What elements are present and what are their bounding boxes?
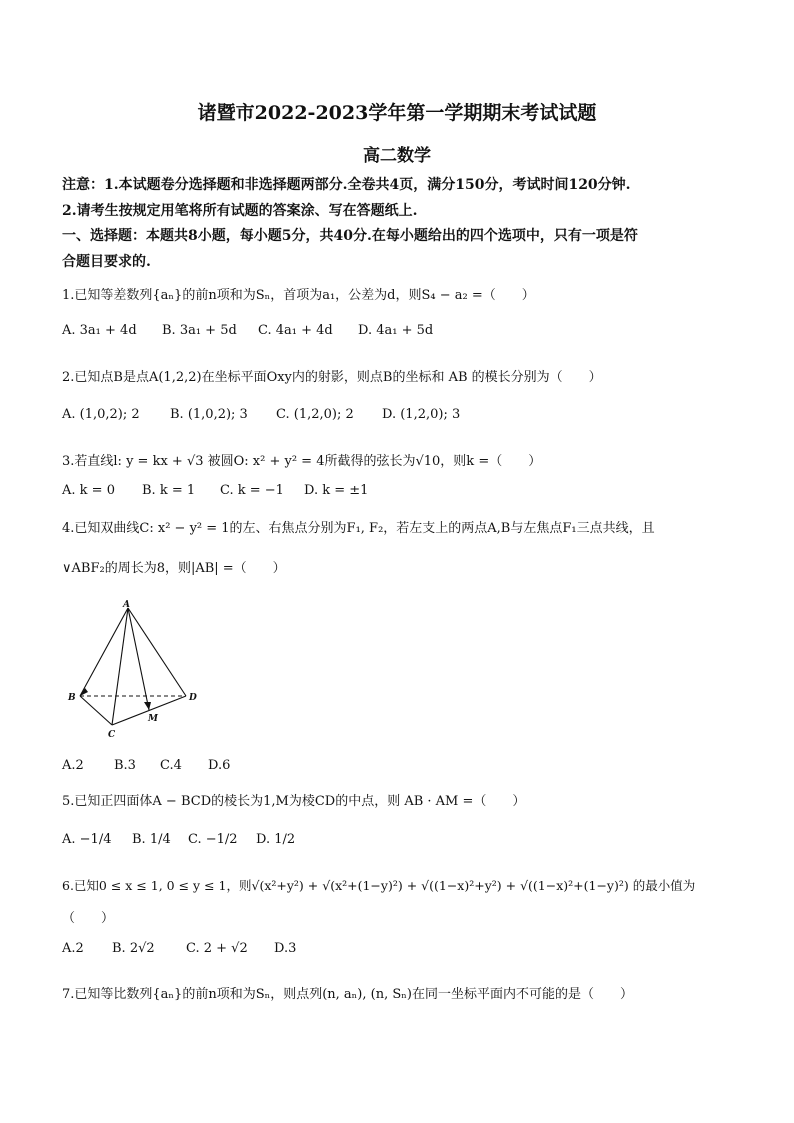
question-4-stem-line-2: ∨ABF₂的周长为8，则|AB| =（ ） <box>62 561 286 576</box>
q1-option-a: A. 3a₁ + 4d <box>62 323 137 338</box>
question-4-stem-line-1: 4.已知双曲线C: x² − y² = 1的左、右焦点分别为F₁, F₂，若左支上的两点A,B与左焦点F₁三点共线，且 <box>62 521 655 536</box>
q2-option-a: A. (1,0,2); 2 <box>62 407 140 422</box>
section-heading-line-1: 一、选择题：本题共8小题，每小题5分，共40分.在每小题给出的四个选项中，只有一项是符 <box>62 228 638 244</box>
tetrahedron-figure <box>62 596 212 746</box>
q6-option-c: C. 2 + √2 <box>186 941 248 956</box>
note-line-2: 2.请考生按规定用笔将所有试题的答案涂、写在答题纸上. <box>62 203 418 219</box>
q5-option-c: C. −1/2 <box>188 832 238 847</box>
note-line-1: 注意：1.本试题卷分选择题和非选择题两部分.全卷共4页，满分150分，考试时间120分钟. <box>62 177 631 193</box>
question-1-stem: 1.已知等差数列{aₙ}的前n项和为Sₙ，首项为a₁，公差为d，则S₄ − a₂ =（ ） <box>62 288 535 303</box>
page-title: 诸暨市2022-2023学年第一学期期末考试试题 <box>197 102 597 124</box>
q4-option-b: B.3 <box>114 758 136 773</box>
label-d: D <box>189 693 197 703</box>
q2-option-b: B. (1,0,2); 3 <box>170 407 248 422</box>
q4-option-d: D.6 <box>208 758 231 773</box>
q4-option-c: C.4 <box>160 758 182 773</box>
edge-ac <box>112 608 128 725</box>
label-a: A <box>123 600 130 610</box>
q3-option-d: D. k = ±1 <box>304 483 369 498</box>
q5-option-a: A. −1/4 <box>62 832 112 847</box>
question-5-stem: 5.已知正四面体A − BCD的棱长为1,M为棱CD的中点，则 AB · AM =（ ） <box>62 794 526 809</box>
question-3-stem: 3.若直线l: y = kx + √3 被圆O: x² + y² = 4所截得的弦长为√10，则k =（ ） <box>62 454 542 469</box>
q4-option-a: A.2 <box>62 758 84 773</box>
question-6-stem-line-2: （ ） <box>62 911 115 926</box>
edge-ab <box>80 608 128 696</box>
arrow-head-am <box>144 702 151 710</box>
section-heading-line-2: 合题目要求的. <box>62 254 151 270</box>
q5-option-b: B. 1/4 <box>132 832 171 847</box>
question-2-stem: 2.已知点B是点A(1,2,2)在坐标平面Oxy内的射影，则点B的坐标和 AB 的模长分别为（ ） <box>62 370 602 385</box>
q6-option-a: A.2 <box>62 941 84 956</box>
q2-option-d: D. (1,2,0); 3 <box>382 407 461 422</box>
q6-option-b: B. 2√2 <box>112 941 155 956</box>
q1-option-d: D. 4a₁ + 5d <box>358 323 434 338</box>
q6-option-d: D.3 <box>274 941 297 956</box>
label-c: C <box>108 730 116 740</box>
label-b: B <box>68 693 76 703</box>
question-6-stem-line-1: 6.已知0 ≤ x ≤ 1, 0 ≤ y ≤ 1，则√(x²+y²) + √(x²+(1−y)²) + √((1−x)²+y²) + √((1−x)²+(1−y)²) 的最小值为 <box>62 878 696 893</box>
question-7-stem: 7.已知等比数列{aₙ}的前n项和为Sₙ，则点列(n, aₙ), (n, Sₙ)在同一坐标平面内不可能的是（ ） <box>62 987 633 1002</box>
q1-option-c: C. 4a₁ + 4d <box>258 323 333 338</box>
edge-bc <box>80 696 112 725</box>
q5-option-d: D. 1/2 <box>256 832 296 847</box>
q2-option-c: C. (1,2,0); 2 <box>276 407 354 422</box>
label-m: M <box>148 714 158 724</box>
q3-option-b: B. k = 1 <box>142 483 196 498</box>
q3-option-c: C. k = −1 <box>220 483 284 498</box>
q1-option-b: B. 3a₁ + 5d <box>162 323 237 338</box>
q3-option-a: A. k = 0 <box>62 483 115 498</box>
page-subtitle: 高二数学 <box>363 146 431 166</box>
